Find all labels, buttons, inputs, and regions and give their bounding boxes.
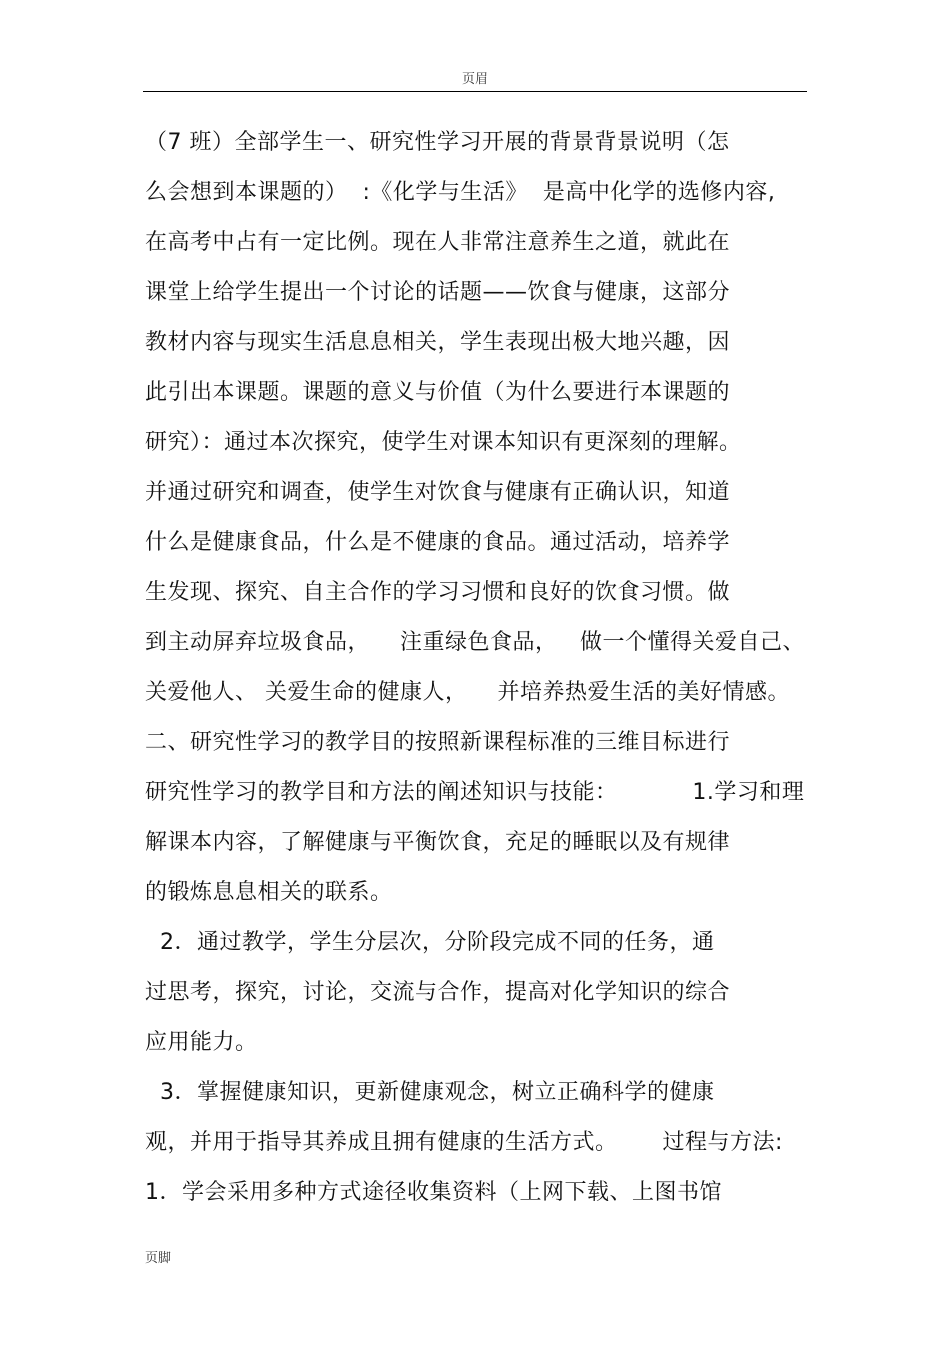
text-line-9: 什么是健康食品，什么是不健康的食品。通过活动，培养学 bbox=[145, 530, 731, 555]
text-line-15: 解课本内容，了解健康与平衡饮食，充足的睡眠以及有规律 bbox=[145, 830, 731, 855]
text-line-2: 么会想到本课题的） :《化学与生活》 是高中化学的选修内容, bbox=[145, 180, 776, 205]
text-line-6: 此引出本课题。课题的意义与价值（为什么要进行本课题的 bbox=[145, 380, 731, 405]
text-line-21: 观，并用于指导其养成且拥有健康的生活方式。 过程与方法: bbox=[145, 1130, 783, 1155]
page-header: 页眉 bbox=[461, 72, 488, 87]
page-footer: 页脚 bbox=[145, 1251, 172, 1266]
text-line-22: 1．学会采用多种方式途径收集资料（上网下载、上图书馆 bbox=[145, 1180, 722, 1205]
text-line-12: 关爱他人、 关爱生命的健康人， 并培养热爱生活的美好情感。 bbox=[145, 680, 790, 705]
text-line-8: 并通过研究和调查，使学生对饮食与健康有正确认识，知道 bbox=[145, 480, 731, 505]
text-line-5: 教材内容与现实生活息息相关，学生表现出极大地兴趣，因 bbox=[145, 330, 731, 355]
text-line-19: 应用能力。 bbox=[145, 1030, 258, 1055]
text-line-13: 二、研究性学习的教学目的按照新课程标准的三维目标进行 bbox=[145, 730, 731, 755]
text-line-4: 课堂上给学生提出一个讨论的话题——饮食与健康，这部分 bbox=[145, 280, 731, 305]
text-line-14: 研究性学习的教学目和方法的阐述知识与技能： 1.学习和理 bbox=[145, 780, 805, 805]
text-line-20: 3．掌握健康知识，更新健康观念，树立正确科学的健康 bbox=[145, 1080, 715, 1105]
text-line-11: 到主动屏弃垃圾食品， 注重绿色食品， 做一个懂得关爱自己、 bbox=[145, 630, 805, 655]
text-line-18: 过思考，探究，讨论，交流与合作，提高对化学知识的综合 bbox=[145, 980, 731, 1005]
text-line-1: （7 班）全部学生一、研究性学习开展的背景背景说明（怎 bbox=[145, 130, 730, 155]
text-line-17: 2．通过教学，学生分层次，分阶段完成不同的任务，通 bbox=[145, 930, 715, 955]
text-line-7: 研究）：通过本次探究，使学生对课本知识有更深刻的理解。 bbox=[145, 430, 742, 455]
text-line-16: 的锻炼息息相关的联系。 bbox=[145, 880, 393, 905]
text-line-3: 在高考中占有一定比例。现在人非常注意养生之道，就此在 bbox=[145, 230, 731, 255]
text-line-10: 生发现、探究、自主合作的学习习惯和良好的饮食习惯。做 bbox=[145, 580, 731, 605]
